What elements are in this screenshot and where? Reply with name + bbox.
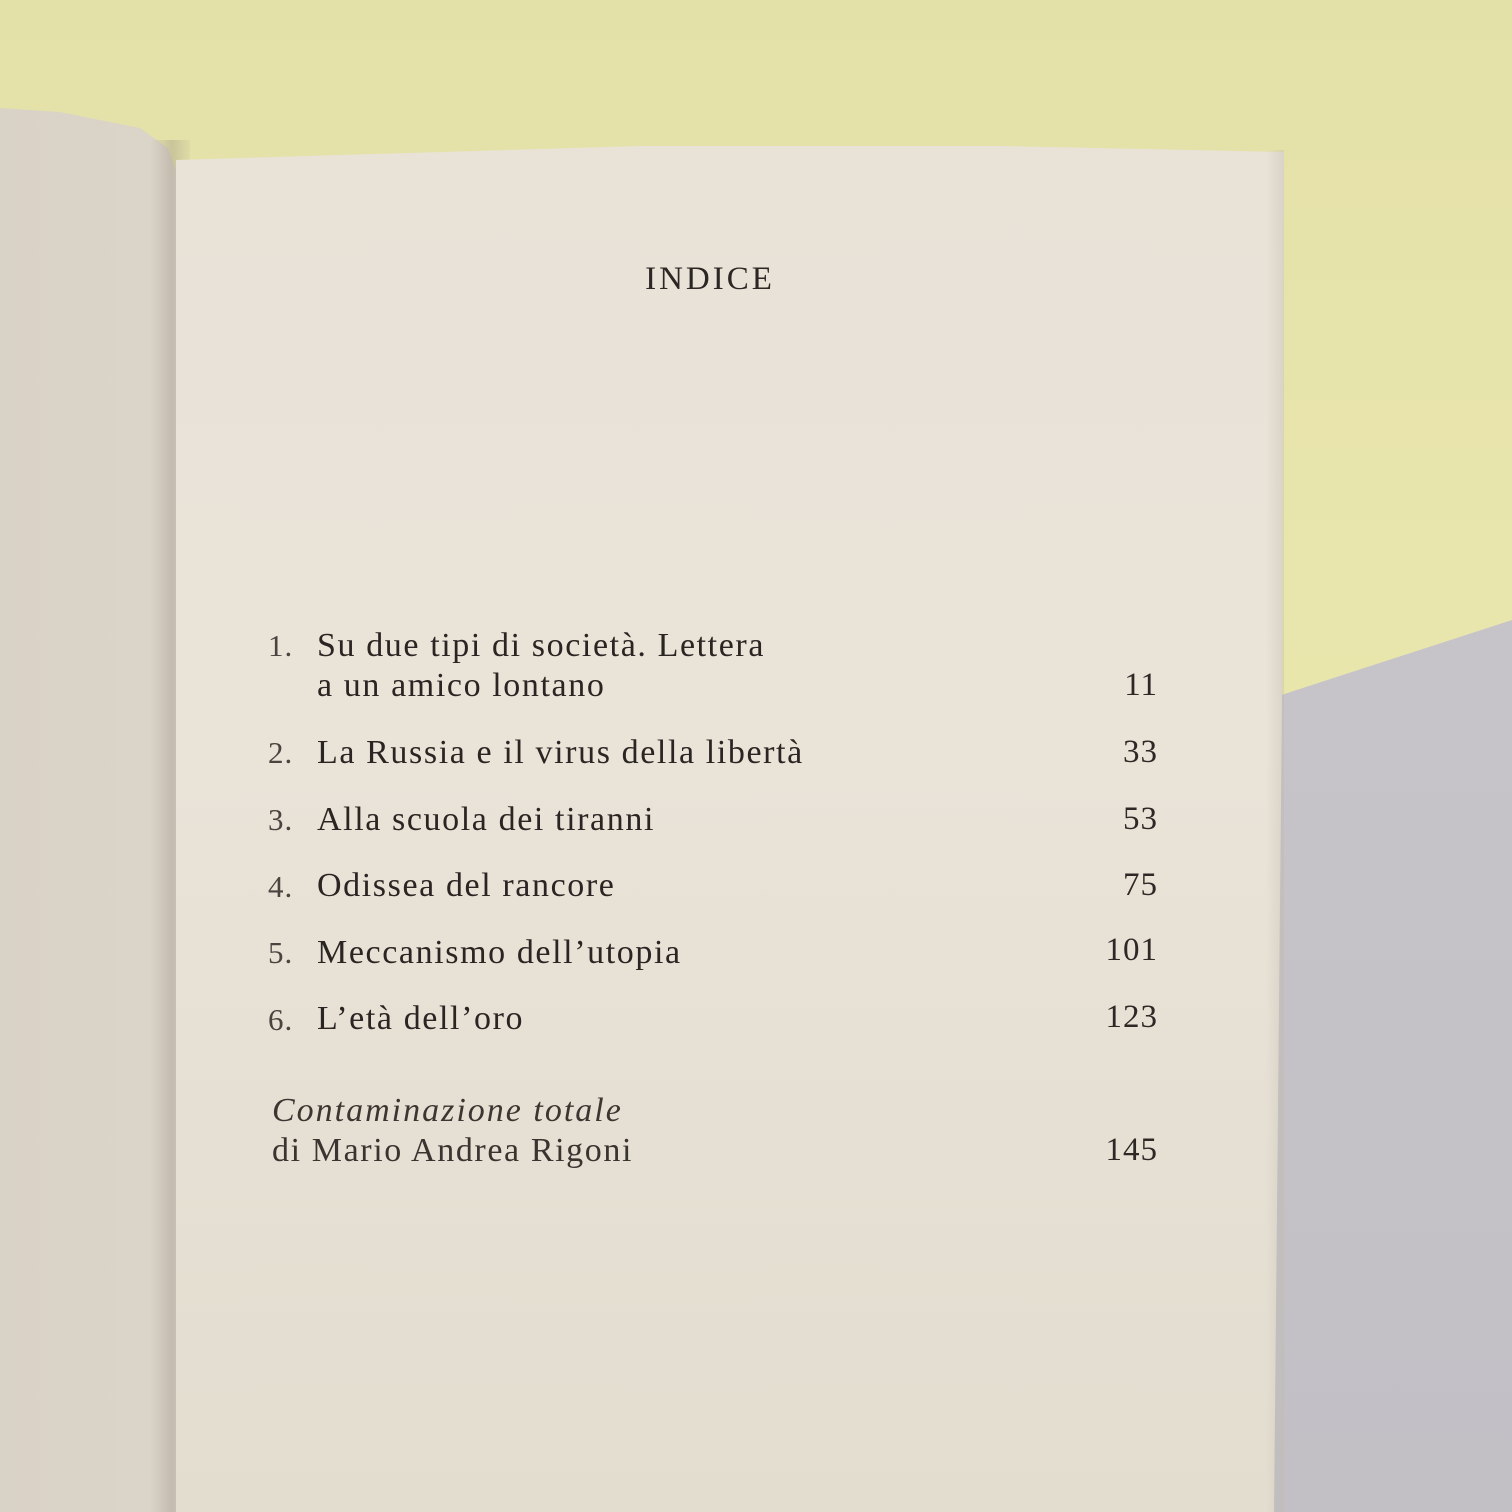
toc-entry-5-page: 101 — [1105, 932, 1158, 968]
toc-entry-1-page: 11 — [1124, 667, 1158, 703]
toc-entry-6-title: L’età dell’oro — [317, 1000, 525, 1037]
toc-entry-2-page: 33 — [1123, 734, 1158, 770]
toc-entry-2-title: La Russia e il virus della libertà — [317, 734, 804, 771]
toc-entry-1-title-line2: a un amico lontano — [317, 667, 606, 704]
toc-entry-3-page: 53 — [1123, 801, 1158, 837]
toc-entry-1-title-line1: Su due tipi di società. Lettera — [317, 627, 766, 664]
toc-entry-4-title: Odissea del rancore — [317, 867, 616, 904]
epilogue-author: di Mario Andrea Rigoni — [272, 1132, 633, 1169]
toc-entry-6-page: 123 — [1105, 999, 1158, 1035]
toc-entry-3-number: 3. — [268, 802, 294, 837]
toc-entry-2-number: 2. — [268, 735, 294, 770]
heading-text: INDICE — [645, 261, 775, 297]
toc-entry-5-title: Meccanismo dell’utopia — [317, 934, 682, 971]
toc-entry-6-number: 6. — [268, 1002, 294, 1037]
toc-entry-1-number: 1. — [268, 628, 294, 663]
epilogue-title: Contaminazione totale — [272, 1092, 623, 1129]
page-edge-shadow — [1266, 150, 1284, 1512]
toc-entry-3-title: Alla scuola dei tiranni — [317, 801, 655, 838]
toc-entry-5-number: 5. — [268, 935, 294, 970]
toc-entry-4-number: 4. — [268, 869, 294, 904]
epilogue-page: 145 — [1105, 1132, 1158, 1168]
page-heading — [0, 261, 1420, 298]
toc-entry-4-page: 75 — [1123, 867, 1158, 903]
